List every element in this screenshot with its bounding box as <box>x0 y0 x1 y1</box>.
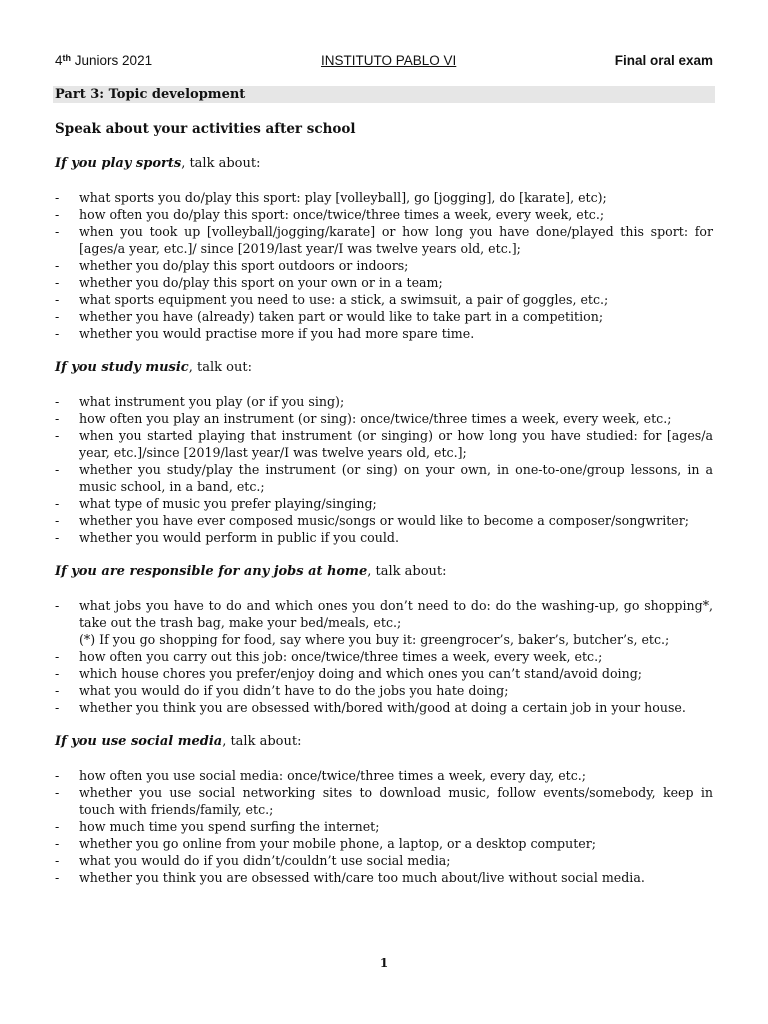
list-item: - how often you use social media: once/twice/three times a week, every day, etc.; <box>55 767 713 784</box>
list-item: - what sports you do/play this sport: play [volleyball], go [jogging], do [karate], etc); <box>55 189 713 206</box>
list-item: - what you would do if you didn’t have to do the jobs you hate doing; <box>55 682 713 699</box>
list-item: - what type of music you prefer playing/singing; <box>55 495 713 512</box>
social-media-list <box>55 767 713 886</box>
list-item: - whether you would perform in public if you could. <box>55 529 713 546</box>
list-item: - when you started playing that instrument (or singing) or how long you have studied: for [ages/a year, etc.]/since [2019/last year/I was twelve years old, etc.]; <box>55 427 713 461</box>
topic-heading: Speak about your activities after school <box>55 121 356 137</box>
section-intro: If you play sports, talk about: <box>55 156 261 171</box>
list-item: - when you took up [volleyball/jogging/karate] or how long you have done/played this sport: for [ages/a year, etc.]/ since [2019/last year/I was twelve years old, etc.]; <box>55 223 713 257</box>
section-home-jobs <box>55 563 713 716</box>
list-item: - whether you use social networking sites to download music, follow events/somebody, keep in touch with friends/family, etc.; <box>55 784 713 818</box>
list-item: - which house chores you prefer/enjoy doing and which ones you can’t stand/avoid doing; <box>55 665 713 682</box>
part-title-bar <box>53 86 715 103</box>
list-item: - what instrument you play (or if you sing); <box>55 393 713 410</box>
section-intro: If you use social media, talk about: <box>55 734 302 749</box>
list-item: - how often you play an instrument (or sing): once/twice/three times a week, every week, etc.; <box>55 410 713 427</box>
list-item: - whether you think you are obsessed with/bored with/good at doing a certain job in your house. <box>55 699 713 716</box>
section-sports <box>55 155 713 342</box>
section-intro: If you are responsible for any jobs at home, talk about: <box>55 564 447 579</box>
list-item: - what you would do if you didn’t/couldn’t use social media; <box>55 852 713 869</box>
header-exam-type: Final oral exam <box>614 53 713 68</box>
shopping-note: (*) If you go shopping for food, say where you buy it: greengrocer’s, baker’s, butcher’s, etc.; <box>79 632 670 647</box>
section-social-media <box>55 733 713 886</box>
list-item: - what jobs you have to do and which ones you don’t need to do: do the washing-up, go shopping*, take out the trash bag, make your bed/meals, etc.; <box>55 597 713 631</box>
list-item: - whether you do/play this sport on your own or in a team; <box>55 274 713 291</box>
main-content <box>55 121 713 886</box>
list-item: - how often you do/play this sport: once/twice/three times a week, every week, etc.; <box>55 206 713 223</box>
page-number: 1 <box>379 956 389 970</box>
section-intro: If you study music, talk out: <box>55 360 252 375</box>
list-item: - how much time you spend surfing the internet; <box>55 818 713 835</box>
list-item: - whether you go online from your mobile phone, a laptop, or a desktop computer; <box>55 835 713 852</box>
list-item: - whether you do/play this sport outdoors or indoors; <box>55 257 713 274</box>
list-item: - how often you carry out this job: once/twice/three times a week, every week, etc.; <box>55 648 713 665</box>
music-list <box>55 393 713 546</box>
page-header <box>55 53 713 71</box>
section-music <box>55 359 713 546</box>
list-item: - whether you would practise more if you had more spare time. <box>55 325 713 342</box>
list-item: - what sports equipment you need to use: a stick, a swimsuit, a pair of goggles, etc.; <box>55 291 713 308</box>
list-item: - whether you think you are obsessed with/care too much about/live without social media. <box>55 869 713 886</box>
list-item: - whether you have ever composed music/songs or would like to become a composer/songwriter; <box>55 512 713 529</box>
list-item: - whether you have (already) taken part or would like to take part in a competition; <box>55 308 713 325</box>
sports-list <box>55 189 713 342</box>
list-item: - whether you study/play the instrument (or sing) on your own, in one-to-one/group lessons, in a music school, in a band, etc.; <box>55 461 713 495</box>
home-jobs-list <box>55 597 713 716</box>
header-school: INSTITUTO PABLO VI <box>321 53 457 68</box>
header-course: 4th Juniors 2021 <box>55 53 153 68</box>
part-title: Part 3: Topic development <box>55 87 246 102</box>
